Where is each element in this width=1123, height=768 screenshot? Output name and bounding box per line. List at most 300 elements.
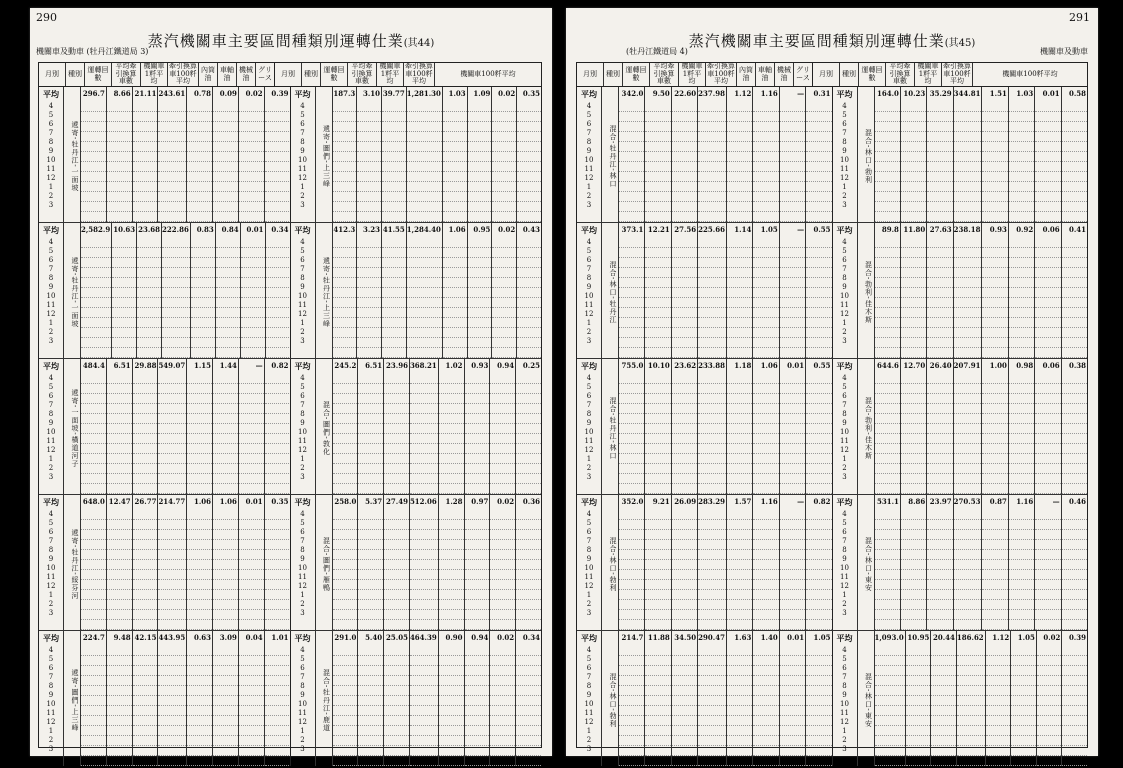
- month-row: [107, 590, 132, 600]
- month-label: 10: [840, 564, 849, 573]
- value-column: [927, 495, 953, 630]
- month-row: [216, 248, 240, 258]
- month-row: [727, 288, 752, 298]
- month-row: [81, 716, 106, 726]
- hdr-avg-cars: 平均牽引換算車數: [650, 63, 679, 86]
- month-rows: [158, 510, 186, 630]
- month-row: [645, 686, 670, 696]
- month-rows: [954, 374, 982, 494]
- month-row: [982, 590, 1007, 600]
- month-row: [901, 540, 926, 550]
- value-column: [239, 87, 265, 222]
- month-row: [213, 474, 238, 484]
- month-rows: [384, 510, 409, 630]
- month-rows: [112, 238, 136, 358]
- month-rows: [266, 238, 290, 358]
- month-row: [698, 162, 726, 172]
- month-row: [931, 756, 956, 766]
- month-row: [158, 182, 186, 192]
- month-row: [265, 112, 290, 122]
- month-rows: [81, 646, 106, 766]
- month-rows: [490, 510, 515, 630]
- month-row: [727, 756, 752, 766]
- avg-value: 23.96: [386, 361, 408, 371]
- month-label: 9: [842, 147, 847, 156]
- month-row: [727, 278, 752, 288]
- month-row: [465, 384, 490, 394]
- value-column: [672, 87, 698, 222]
- month-row: [213, 172, 238, 182]
- month-row: [645, 530, 670, 540]
- month-row: [1009, 112, 1034, 122]
- month-row: [266, 248, 290, 258]
- month-row: [1035, 152, 1060, 162]
- month-row: [672, 142, 697, 152]
- month-row: [753, 318, 778, 328]
- month-row: [516, 620, 541, 630]
- month-row: [954, 600, 982, 610]
- month-row: [698, 122, 726, 132]
- month-row: [333, 192, 357, 202]
- month-row: [931, 716, 956, 726]
- value-column: [439, 495, 465, 630]
- month-label: 7: [48, 401, 54, 410]
- month-row: [727, 212, 752, 222]
- month-row: [468, 328, 492, 338]
- value-column: [698, 223, 727, 358]
- month-row: [443, 152, 467, 162]
- month-row: [927, 610, 952, 620]
- avg-label: 平均: [581, 633, 597, 644]
- month-row: [137, 248, 161, 258]
- value-column: [1035, 223, 1061, 358]
- month-row: [241, 328, 265, 338]
- month-row: [901, 238, 926, 248]
- month-row: [213, 746, 238, 756]
- month-row: [806, 258, 831, 268]
- month-row: [806, 560, 831, 570]
- month-row: [439, 484, 464, 494]
- month-row: [216, 288, 240, 298]
- month-row: [357, 102, 381, 112]
- month-row: [490, 590, 515, 600]
- month-row: [672, 374, 697, 384]
- month-row: [81, 676, 106, 686]
- avg-label: 平均: [581, 361, 597, 372]
- month-rows: [107, 510, 132, 630]
- month-row: [239, 756, 264, 766]
- month-row: [1009, 142, 1034, 152]
- month-label: 7: [586, 265, 592, 274]
- month-row: [672, 746, 697, 756]
- month-row: [727, 550, 752, 560]
- month-row: [901, 560, 926, 570]
- month-row: [982, 464, 1007, 474]
- month-label: 2: [586, 328, 592, 337]
- title-text: 蒸汽機關車主要區間種類別運轉仕業: [688, 32, 945, 50]
- month-row: [357, 338, 381, 348]
- month-row: [490, 756, 515, 766]
- month-row: [357, 132, 381, 142]
- month-row: [107, 202, 132, 212]
- month-row: [1062, 620, 1087, 630]
- month-row: [1062, 656, 1087, 666]
- month-row: [619, 404, 644, 414]
- month-row: [133, 510, 158, 520]
- month-rows: [645, 374, 670, 494]
- block-half: [291, 223, 542, 358]
- month-row: [265, 706, 290, 716]
- month-row: [806, 374, 831, 384]
- month-row: [806, 646, 831, 656]
- avg-value: 237.98: [698, 89, 725, 99]
- month-row: [187, 454, 212, 464]
- month-row: [753, 112, 778, 122]
- month-row: [81, 656, 106, 666]
- month-label: 4: [300, 238, 305, 247]
- month-row: [333, 434, 358, 444]
- month-row: [81, 464, 106, 474]
- month-row: [382, 172, 406, 182]
- month-row: [931, 746, 956, 756]
- value-column: [619, 87, 645, 222]
- route-label: 混合-林口-東安: [858, 631, 875, 766]
- avg-value: 0.25: [522, 361, 540, 371]
- month-rows: [806, 102, 831, 222]
- month-row: [213, 676, 238, 686]
- month-row: [982, 394, 1007, 404]
- avg-value: 26.40: [929, 361, 952, 371]
- month-row: [213, 620, 238, 630]
- month-row: [1062, 726, 1087, 736]
- month-row: [516, 686, 541, 696]
- month-row: [645, 474, 670, 484]
- month-row: [81, 686, 106, 696]
- month-row: [333, 404, 358, 414]
- month-rows: [439, 510, 464, 630]
- month-row: [875, 238, 900, 248]
- block-half: [577, 223, 833, 358]
- month-row: [927, 404, 952, 414]
- month-row: [439, 620, 464, 630]
- value-column: [407, 87, 443, 222]
- month-row: [382, 102, 406, 112]
- month-row: [806, 474, 831, 484]
- month-row: [698, 510, 726, 520]
- month-rows: [645, 510, 670, 630]
- month-row: [986, 716, 1011, 726]
- month-row: [954, 152, 982, 162]
- month-row: [1009, 298, 1034, 308]
- month-row: [490, 374, 515, 384]
- route-label: 遞寄-牡丹江-上三峰: [316, 223, 333, 358]
- month-row: [927, 102, 952, 112]
- value-column: [516, 359, 541, 494]
- month-label: 5: [48, 247, 54, 256]
- month-row: [333, 736, 358, 746]
- month-row: [672, 424, 697, 434]
- month-label: 10: [840, 428, 849, 437]
- month-row: [407, 122, 442, 132]
- value-column: [357, 223, 382, 358]
- month-row: [384, 570, 409, 580]
- month-row: [382, 318, 406, 328]
- month-rows: [107, 646, 132, 766]
- month-row: [698, 414, 726, 424]
- month-label: 10: [584, 564, 594, 573]
- month-row: [410, 414, 438, 424]
- month-row: [875, 212, 900, 222]
- month-row: [465, 666, 490, 676]
- month-row: [133, 212, 158, 222]
- avg-value: 6.51: [113, 361, 131, 371]
- month-row: [333, 328, 357, 338]
- month-rows: [492, 102, 516, 222]
- month-row: [516, 666, 541, 676]
- month-rows: [358, 374, 383, 494]
- month-label: 12: [584, 174, 594, 183]
- month-row: [465, 454, 490, 464]
- value-column: [443, 223, 468, 358]
- month-row: [492, 112, 516, 122]
- month-row: [954, 424, 982, 434]
- month-label: 8: [586, 274, 592, 283]
- month-row: [1009, 530, 1034, 540]
- month-row: [727, 258, 752, 268]
- month-row: [333, 394, 358, 404]
- month-row: [698, 202, 726, 212]
- month-row: [806, 530, 831, 540]
- month-row: [727, 474, 752, 484]
- month-row: [516, 656, 541, 666]
- month-row: [727, 434, 752, 444]
- value-column: [465, 359, 491, 494]
- month-row: [982, 142, 1007, 152]
- month-label: 5: [842, 383, 847, 392]
- month-row: [213, 696, 238, 706]
- month-row: [698, 746, 726, 756]
- month-row: [698, 318, 726, 328]
- month-row: [410, 570, 438, 580]
- month-row: [490, 706, 515, 716]
- month-row: [407, 268, 442, 278]
- month-column: [833, 87, 858, 222]
- value-column: [875, 359, 901, 494]
- month-row: [927, 182, 952, 192]
- month-row: [187, 404, 212, 414]
- month-row: [727, 298, 752, 308]
- month-row: [265, 656, 290, 666]
- month-rows: [875, 102, 900, 222]
- month-row: [901, 212, 926, 222]
- month-row: [187, 384, 212, 394]
- month-row: [265, 676, 290, 686]
- month-row: [698, 600, 726, 610]
- month-row: [213, 736, 238, 746]
- month-row: [753, 132, 778, 142]
- month-row: [698, 464, 726, 474]
- month-row: [1035, 102, 1060, 112]
- month-row: [906, 756, 931, 766]
- block-half: [291, 495, 542, 630]
- month-row: [1037, 686, 1062, 696]
- month-row: [927, 434, 952, 444]
- month-row: [266, 288, 290, 298]
- month-label: 5: [842, 519, 847, 528]
- month-row: [133, 464, 158, 474]
- month-label: 3: [48, 745, 54, 754]
- avg-value: 11.80: [903, 225, 926, 235]
- month-row: [492, 278, 516, 288]
- month-rows: [645, 102, 670, 222]
- block-half: [833, 631, 1088, 766]
- value-column: [107, 495, 133, 630]
- month-row: [333, 112, 357, 122]
- avg-label: 平均: [294, 497, 311, 508]
- month-row: [901, 590, 926, 600]
- value-column: [619, 495, 645, 630]
- month-row: [490, 394, 515, 404]
- value-column: [753, 631, 779, 766]
- subtitle-left: 機關車及動車 (牡丹江鐵道局 3): [36, 47, 149, 56]
- month-row: [239, 142, 264, 152]
- month-row: [954, 328, 982, 338]
- month-label: 9: [300, 555, 305, 564]
- month-row: [806, 736, 831, 746]
- month-label: 8: [842, 546, 847, 555]
- month-row: [333, 666, 358, 676]
- month-row: [806, 676, 831, 686]
- month-row: [137, 308, 161, 318]
- month-row: [982, 248, 1007, 258]
- month-row: [516, 444, 541, 454]
- month-row: [410, 656, 438, 666]
- value-column: [1009, 495, 1035, 630]
- month-row: [81, 298, 111, 308]
- avg-label: 平均: [294, 361, 311, 372]
- month-row: [875, 464, 900, 474]
- avg-label: 平均: [43, 225, 59, 236]
- avg-value: 214.7: [621, 633, 644, 643]
- month-row: [619, 756, 644, 766]
- month-row: [358, 414, 383, 424]
- subtitle-right: 機關車及動車: [1040, 47, 1088, 56]
- month-column: [291, 87, 316, 222]
- month-label: 1: [300, 183, 305, 192]
- month-row: [133, 600, 158, 610]
- month-row: [133, 570, 158, 580]
- month-row: [645, 248, 670, 258]
- month-row: [645, 112, 670, 122]
- month-row: [619, 676, 644, 686]
- month-row: [780, 620, 805, 630]
- month-row: [81, 510, 106, 520]
- month-row: [727, 666, 752, 676]
- month-row: [384, 580, 409, 590]
- month-row: [112, 238, 136, 248]
- month-row: [187, 676, 212, 686]
- month-column: [291, 223, 316, 358]
- month-row: [982, 308, 1007, 318]
- month-row: [357, 182, 381, 192]
- month-label: 4: [586, 646, 592, 655]
- month-row: [133, 434, 158, 444]
- month-row: [265, 202, 290, 212]
- month-row: [158, 666, 186, 676]
- month-row: [927, 172, 952, 182]
- month-rows: [468, 238, 492, 358]
- month-row: [1009, 464, 1034, 474]
- month-row: [806, 328, 831, 338]
- month-row: [1035, 404, 1060, 414]
- month-row: [780, 414, 805, 424]
- month-row: [333, 298, 357, 308]
- month-label: 8: [300, 138, 305, 147]
- month-row: [901, 414, 926, 424]
- month-row: [727, 182, 752, 192]
- month-row: [490, 384, 515, 394]
- month-row: [382, 162, 406, 172]
- hdr-per100: 機關車100粁平均: [460, 69, 516, 78]
- month-row: [516, 454, 541, 464]
- month-row: [407, 142, 442, 152]
- month-row: [133, 112, 158, 122]
- month-row: [384, 510, 409, 520]
- month-rows: [698, 510, 726, 630]
- month-row: [727, 510, 752, 520]
- month-row: [619, 746, 644, 756]
- month-label: 9: [842, 283, 847, 292]
- month-row: [1035, 444, 1060, 454]
- month-row: [753, 716, 778, 726]
- month-label: 7: [842, 401, 847, 410]
- month-row: [698, 328, 726, 338]
- value-column: [266, 223, 290, 358]
- month-row: [137, 338, 161, 348]
- month-row: [384, 434, 409, 444]
- month-row: [645, 288, 670, 298]
- month-row: [410, 746, 438, 756]
- month-row: [1009, 384, 1034, 394]
- month-label: 4: [48, 238, 54, 247]
- month-row: [698, 298, 726, 308]
- value-column: [901, 359, 927, 494]
- month-row: [81, 454, 106, 464]
- month-row: [410, 404, 438, 414]
- month-rows: [384, 646, 409, 766]
- hdr-coal-2: 牽引換算車100粁平均: [707, 63, 735, 86]
- value-column: [158, 495, 187, 630]
- month-label: 3: [48, 337, 54, 346]
- month-row: [901, 348, 926, 358]
- month-row: [384, 424, 409, 434]
- month-row: [439, 656, 464, 666]
- month-row: [672, 706, 697, 716]
- month-label: 4: [842, 646, 847, 655]
- month-row: [982, 338, 1007, 348]
- month-row: [81, 122, 106, 132]
- month-row: [384, 484, 409, 494]
- month-row: [780, 696, 805, 706]
- value-column: [333, 631, 359, 766]
- month-row: [490, 530, 515, 540]
- month-row: [619, 172, 644, 182]
- month-row: [1035, 182, 1060, 192]
- avg-value: 512.06: [409, 497, 437, 507]
- month-row: [382, 192, 406, 202]
- month-rows: [698, 646, 726, 766]
- month-row: [1035, 620, 1060, 630]
